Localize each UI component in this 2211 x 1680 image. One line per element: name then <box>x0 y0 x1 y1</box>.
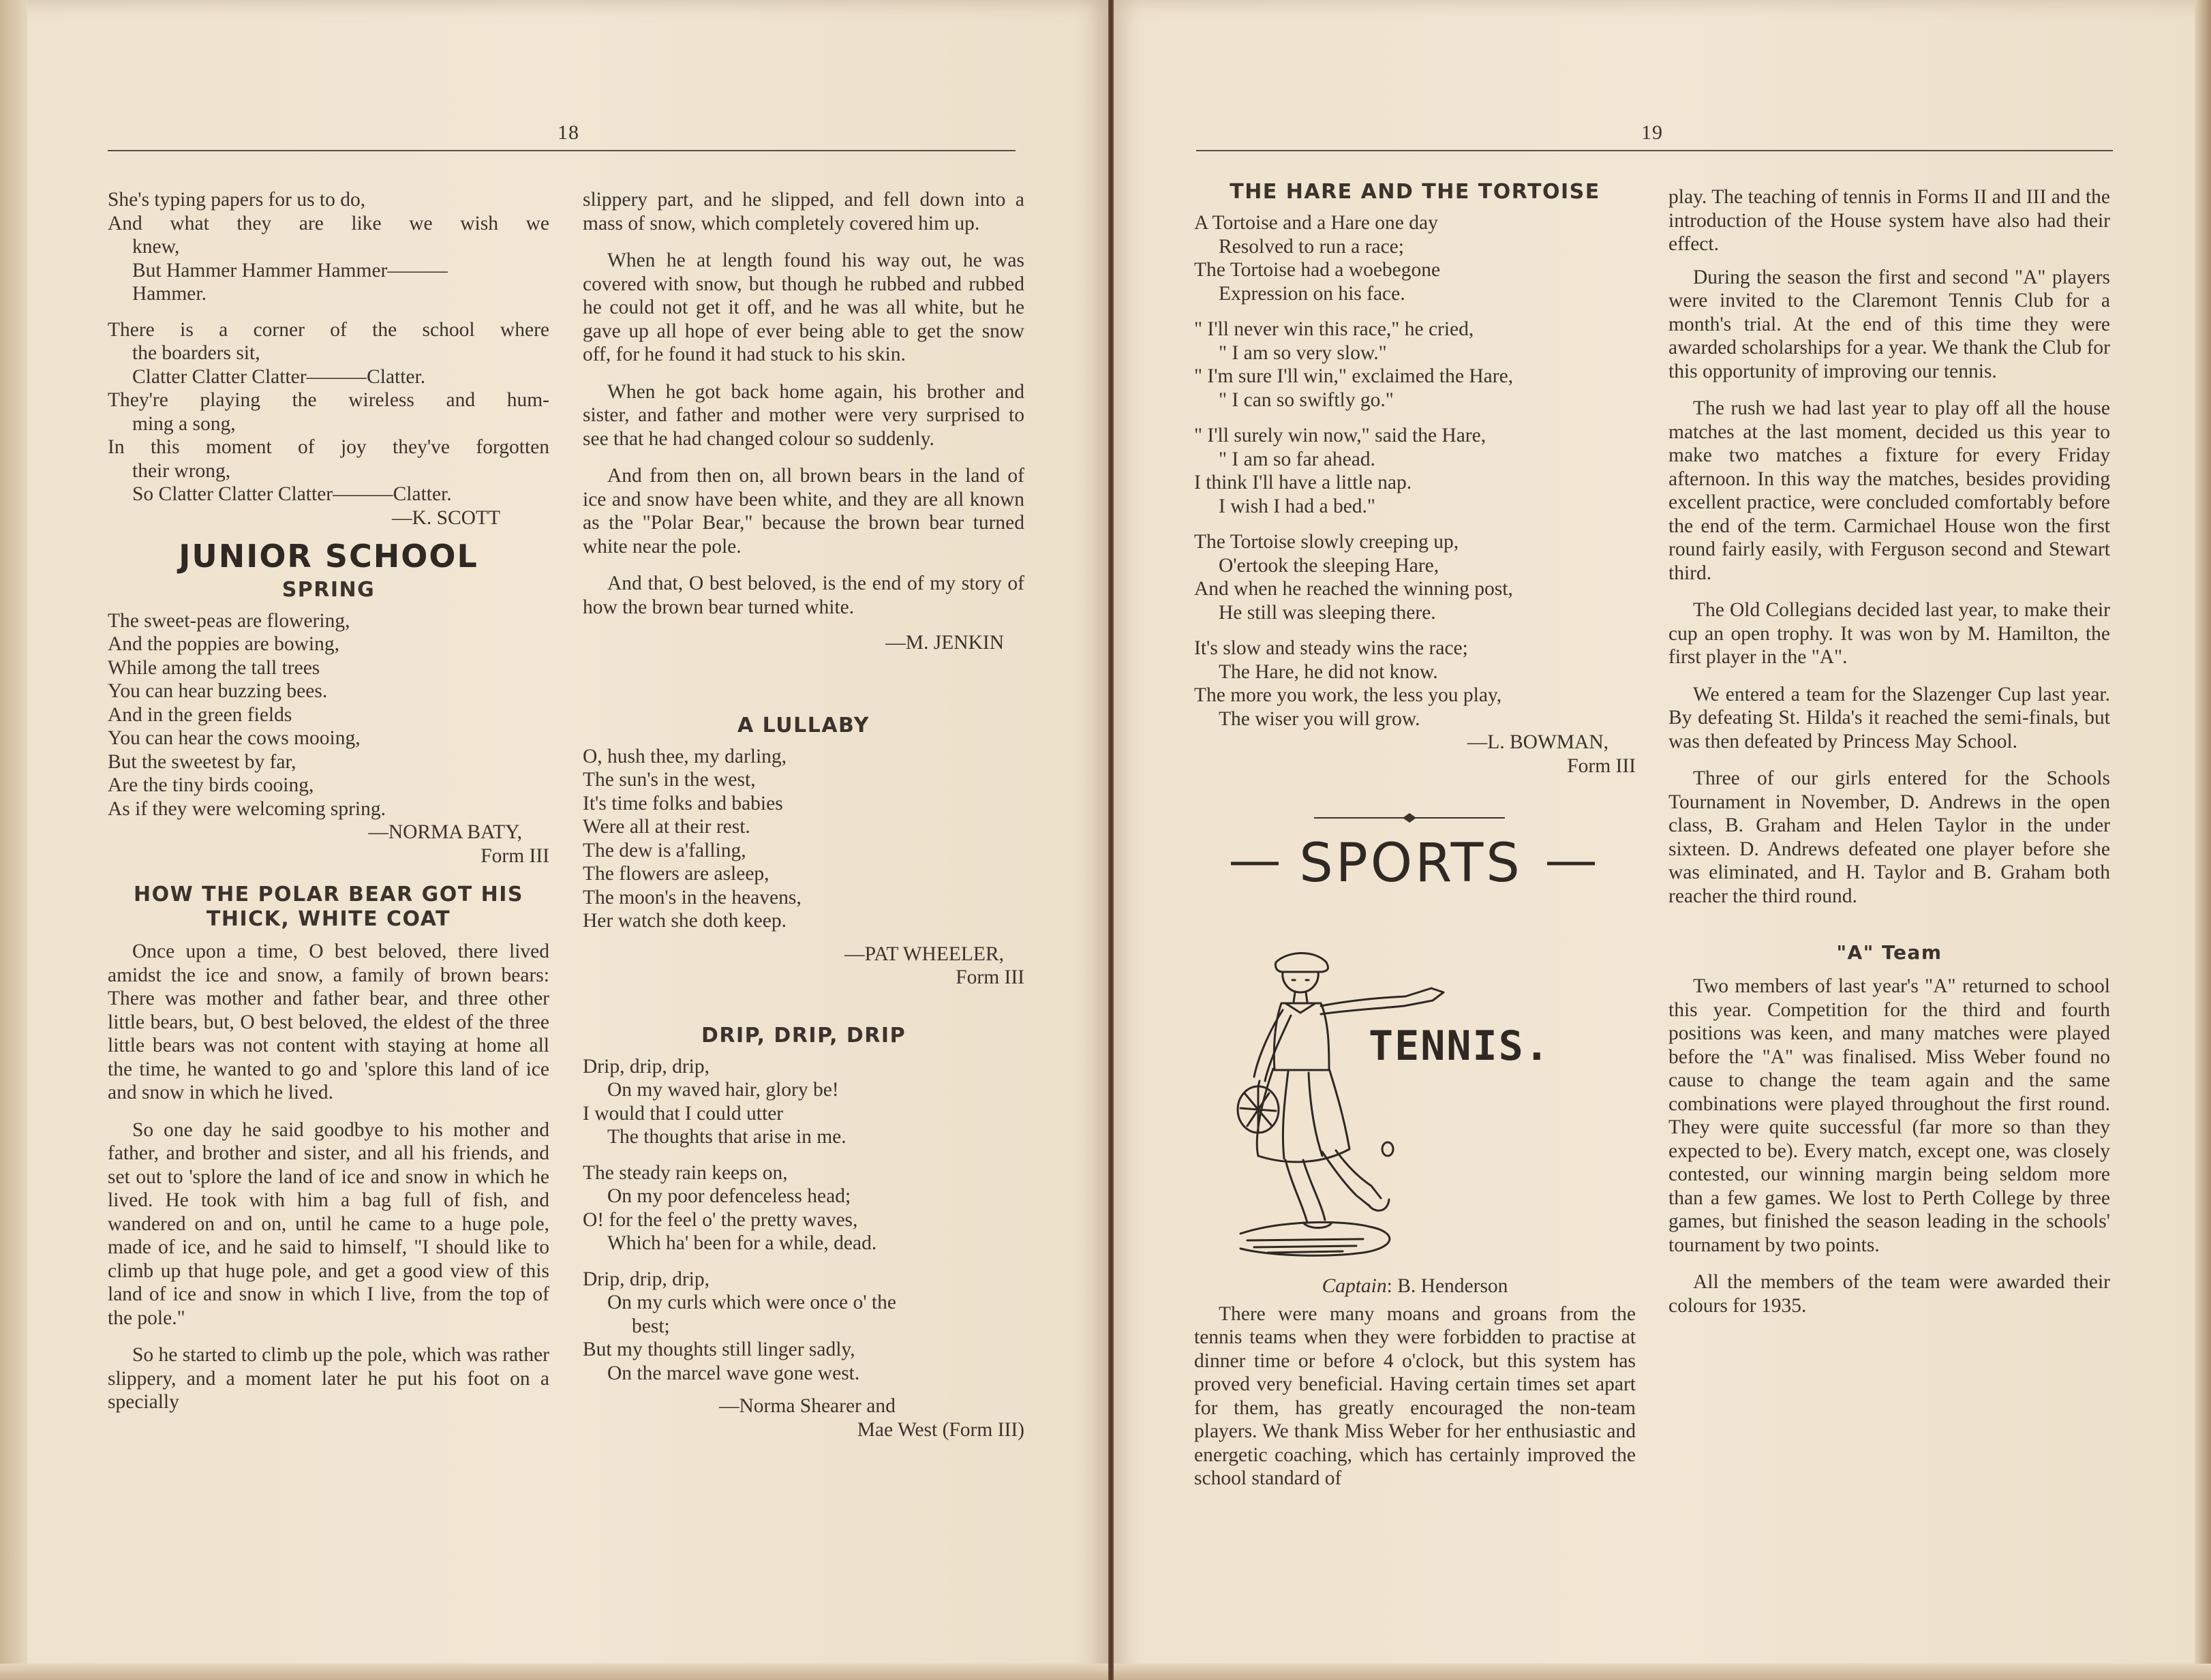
poem-line: While among the tall trees <box>108 656 320 679</box>
sports-dash-left <box>1231 860 1279 867</box>
hare-form: Form III <box>1567 754 1636 777</box>
poem-line: " I am so very slow." <box>1219 341 1387 364</box>
ornament-divider <box>1314 810 1505 826</box>
lullaby-author: —PAT WHEELER, <box>844 943 1004 965</box>
poem-line: On the marcel wave gone west. <box>607 1362 860 1384</box>
poem-line: As if they were welcoming spring. <box>108 797 386 820</box>
tennis-paragraph: There were many moans and groans from the tennis teams when they were forbidden to practise at dinner time or before 4 o'clock, but this system has proved very beneficial. Having certain times set apart for them, has greatly encouraged the non-team players. We thank Miss Weber for her enthusiastic and energetic coaching, which has certainly improved the school standard of <box>1194 1302 1636 1489</box>
poem-line: O, hush thee, my darling, <box>583 745 787 767</box>
spring-form: Form III <box>481 844 549 867</box>
poem-line: Resolved to run a race; <box>1219 235 1404 258</box>
poem-end <box>108 188 549 506</box>
tennis-label: TENNIS. <box>1369 1022 1551 1070</box>
page-number-left: 18 <box>558 121 579 144</box>
poem-line: " I am so far ahead. <box>1219 448 1375 470</box>
poem-line: But the sweetest by far, <box>108 750 296 773</box>
bottom-book-edge <box>0 1664 2211 1680</box>
polar-bear-title-line-2: THICK, WHITE COAT <box>206 907 451 931</box>
poem-line: The Hare, he did not know. <box>1219 660 1438 683</box>
spring-title: SPRING <box>281 577 376 602</box>
poem-line: O'ertook the sleeping Hare, <box>1219 554 1439 577</box>
polar-author: —M. JENKIN <box>885 632 1004 654</box>
polar-paragraph: So one day he said goodbye to his mother and father, and brother and sister, and all his friends, and set out to 'splore the land of ice and snow in which he lived. He took with him a bag full of fish, and wandered on and on, until he came to a huge pole, made of ice, and he said to himself, "I should like to climb up that huge pole, and get a good view of this land of ice and snow in which I live, from the top of the pole." <box>108 1118 549 1329</box>
poem-line: So Clatter Clatter Clatter———Clatter. <box>132 483 452 505</box>
poem-line: Which ha' been for a while, dead. <box>607 1232 877 1254</box>
poem-line: their wrong, <box>132 459 231 482</box>
poem-line: She's typing papers for us to do, <box>108 189 366 211</box>
poem-line: The Tortoise slowly creeping up, <box>1194 531 1459 553</box>
polar-paragraph: When he got back home again, his brother and sister, and father and mother were very surprised to see that he had changed colour so suddenly. <box>583 380 1024 450</box>
poem-line: knew, <box>132 236 180 258</box>
lullaby-form: Form III <box>956 966 1024 988</box>
poem-line: " I can so swiftly go." <box>1219 388 1394 411</box>
poem-line: Drip, drip, drip, <box>583 1268 710 1290</box>
header-rule-left <box>108 150 1016 151</box>
left-book-edge <box>0 0 27 1680</box>
poem-line: " I'm sure I'll win," exclaimed the Hare, <box>1194 365 1514 387</box>
poem-line: The sun's in the west, <box>583 769 756 791</box>
tennis-paragraph: Two members of last year's "A" returned to school this year. Competition for the third and fourth positions was keen, and many matches were played before the "A" was finalised. Miss Weber found no cause to change the team again and the same combinations were played throughout the first round. They were quite successful (far more so than they expected to be). Every match, except one, was closely contested, our winning margin being seldom more than a few games. We lost to Perth College by three games, but finished the season leading in the schools' tournament by two points. <box>1668 975 2110 1256</box>
a-team-title: "A" Team <box>1836 941 1942 964</box>
poem-line: There is a corner of the school where <box>108 318 549 341</box>
junior-school-heading: JUNIOR SCHOOL <box>179 538 478 575</box>
polar-paragraph: So he started to climb up the pole, which was rather slippery, and a moment later he put his foot on a specially <box>108 1344 549 1413</box>
poem-line: I think I'll have a little nap. <box>1194 472 1412 493</box>
poem-line: On my waved hair, glory be! <box>607 1079 839 1101</box>
poem-line: The steady rain keeps on, <box>583 1161 788 1184</box>
right-book-edge <box>2195 0 2211 1680</box>
sports-dash-right <box>1547 860 1595 867</box>
poem-line: " I'll never win this race," he cried, <box>1194 318 1474 340</box>
poem-line: Her watch she doth keep. <box>583 910 787 932</box>
poem-line: I would that I could utter <box>583 1102 784 1125</box>
spring-poem <box>108 609 549 821</box>
poem-line: And when he reached the winning post, <box>1194 578 1513 600</box>
header-rule-right <box>1196 150 2113 151</box>
poem-line: And the poppies are bowing, <box>108 633 339 655</box>
poem-line: The wiser you will grow. <box>1219 707 1420 730</box>
poem-line: Hammer. <box>132 283 207 305</box>
drip-author-line-1: —Norma Shearer and <box>719 1395 896 1417</box>
poem-line: It's slow and steady wins the race; <box>1194 637 1468 659</box>
right-column-1 <box>1194 180 1636 778</box>
tennis-paragraph: play. The teaching of tennis in Forms II and III and the introduction of the House system have also had their effect. <box>1668 186 2110 255</box>
right-column-2 <box>1668 185 2110 1317</box>
polar-paragraph: And from then on, all brown bears in the land of ice and snow have been white, and they are all known as the "Polar Bear," because the brown bear turned white near the pole. <box>583 465 1024 558</box>
poem-line: ming a song, <box>132 412 236 435</box>
poem-line: The thoughts that arise in me. <box>607 1126 847 1148</box>
poem-line: " I'll surely win now," said the Hare, <box>1194 425 1486 446</box>
poem-line: In this moment of joy they've forgotten <box>108 436 549 458</box>
tennis-paragraph: The Old Collegians decided last year, to make their cup an open trophy. It was won by M. Hamilton, the first player in the "A". <box>1668 599 2110 668</box>
polar-paragraph: And that, O best beloved, is the end of my story of how the brown bear turned white. <box>583 572 1024 618</box>
polar-paragraph: When he at length found his way out, he was covered with snow, but though he rubbed and rubbed he could not get it off, and he was all white, but he gave up all hope of ever being able to get the snow off, for he found it had stuck to his skin. <box>583 249 1024 365</box>
poem-line: And in the green fields <box>108 703 292 726</box>
poem-line: But my thoughts still linger sadly, <box>583 1339 855 1360</box>
poem-line: I wish I had a bed." <box>1219 495 1375 517</box>
poem-author: —K. SCOTT <box>392 506 500 529</box>
polar-bear-title-line-1: HOW THE POLAR BEAR GOT HIS <box>133 883 524 906</box>
lullaby-poem <box>583 745 1024 933</box>
poem-line: Expression on his face. <box>1219 282 1405 305</box>
tennis-paragraph: The rush we had last year to play off all the house matches at the last moment, decided us this year to make two matches a fixture for every Friday afternoon. In this way the matches, besides providing excellent practice, were concluded comfortably before the end of the term. Carmichael House won the first round fairly easily, with Ferguson second and Stewart third. <box>1668 397 2110 584</box>
page-number-right: 19 <box>1641 121 1663 144</box>
poem-line: Clatter Clatter Clatter———Clatter. <box>132 365 426 388</box>
poem-line: The sweet-peas are flowering, <box>108 609 350 632</box>
poem-line: They're playing the wireless and hum- <box>108 389 549 411</box>
polar-paragraph: Once upon a time, O best beloved, there lived amidst the ice and snow, a family of brown bears: There was mother and father bear, and three other little bears, but, O best beloved, the eldest of the three little bears was not content with staying at home all the time, he wanted to go and 'splore this land of ice and snow in which he lived. <box>108 941 549 1103</box>
tennis-paragraph: All the members of the team were awarded their colours for 1935. <box>1668 1271 2110 1317</box>
captain-name: : B. Henderson <box>1386 1275 1508 1297</box>
polar-paragraph: slippery part, and he slipped, and fell down into a mass of snow, which completely covered him up. <box>583 189 1024 234</box>
poem-line: But Hammer Hammer Hammer——— <box>132 259 448 281</box>
poem-line: Drip, drip, drip, <box>583 1055 710 1078</box>
tennis-paragraph: We entered a team for the Slazenger Cup last year. By defeating St. Hilda's it reached the semi-finals, but was then defeated by Princess May School. <box>1668 683 2110 752</box>
drip-poem <box>583 1055 1024 1386</box>
poem-line: best; <box>632 1315 670 1337</box>
sports-heading: SPORTS <box>1299 833 1523 894</box>
book-spine <box>1108 0 1114 1680</box>
captain-label: Captain <box>1322 1275 1387 1297</box>
right-column-1-lower <box>1194 1274 1636 1491</box>
poem-line: You can hear the cows mooing, <box>108 727 361 749</box>
poem-line: And what they are like we wish we <box>108 212 549 234</box>
left-column-1 <box>108 188 549 1414</box>
poem-line: Were all at their rest. <box>583 816 750 838</box>
left-column-2 <box>583 188 1024 1441</box>
hare-tortoise-poem <box>1194 211 1636 731</box>
tennis-paragraph: Three of our girls entered for the Schools Tournament in November, D. Andrews in the open class, B. Graham and Helen Taylor in the under sixteen. D. Andrews defeated one player before she was eliminated, and H. Taylor and B. Graham both reacher the third round. <box>1668 767 2110 907</box>
hare-author: —L. BOWMAN, <box>1467 731 1608 753</box>
poem-line: On my poor defenceless head; <box>607 1185 851 1207</box>
poem-line: He still was sleeping there. <box>1219 601 1436 624</box>
poem-line: O! for the feel o' the pretty waves, <box>583 1208 858 1231</box>
poem-line: You can hear buzzing bees. <box>108 680 328 702</box>
drip-author-line-2: Mae West (Form III) <box>857 1418 1024 1441</box>
poem-line: the boarders sit, <box>132 342 260 364</box>
drip-title: DRIP, DRIP, DRIP <box>701 1023 906 1048</box>
captain-line <box>1194 1274 1636 1298</box>
poem-line: The Tortoise had a woebegone <box>1194 259 1441 281</box>
poem-line: The flowers are asleep, <box>583 863 769 885</box>
lullaby-title: A LULLABY <box>737 713 870 737</box>
tennis-paragraph: During the season the first and second "A" players were invited to the Claremont Tennis Club for a month's trial. At the end of this time they were awarded scholarships for a year. We thank the Club for this opportunity of improving our tennis. <box>1668 266 2110 382</box>
poem-line: A Tortoise and a Hare one day <box>1194 212 1438 234</box>
poem-line: The more you work, the less you play, <box>1194 684 1502 706</box>
spring-author: —NORMA BATY, <box>368 821 522 843</box>
poem-line: Are the tiny birds cooing, <box>108 774 314 796</box>
hare-tortoise-title: THE HARE AND THE TORTOISE <box>1230 180 1600 204</box>
poem-line: The moon's in the heavens, <box>583 886 802 908</box>
poem-line: On my curls which were once o' the <box>607 1292 896 1313</box>
tennis-player-illustration <box>1227 947 1513 1268</box>
poem-line: It's time folks and babies <box>583 792 783 814</box>
poem-line: The dew is a'falling, <box>583 839 746 861</box>
